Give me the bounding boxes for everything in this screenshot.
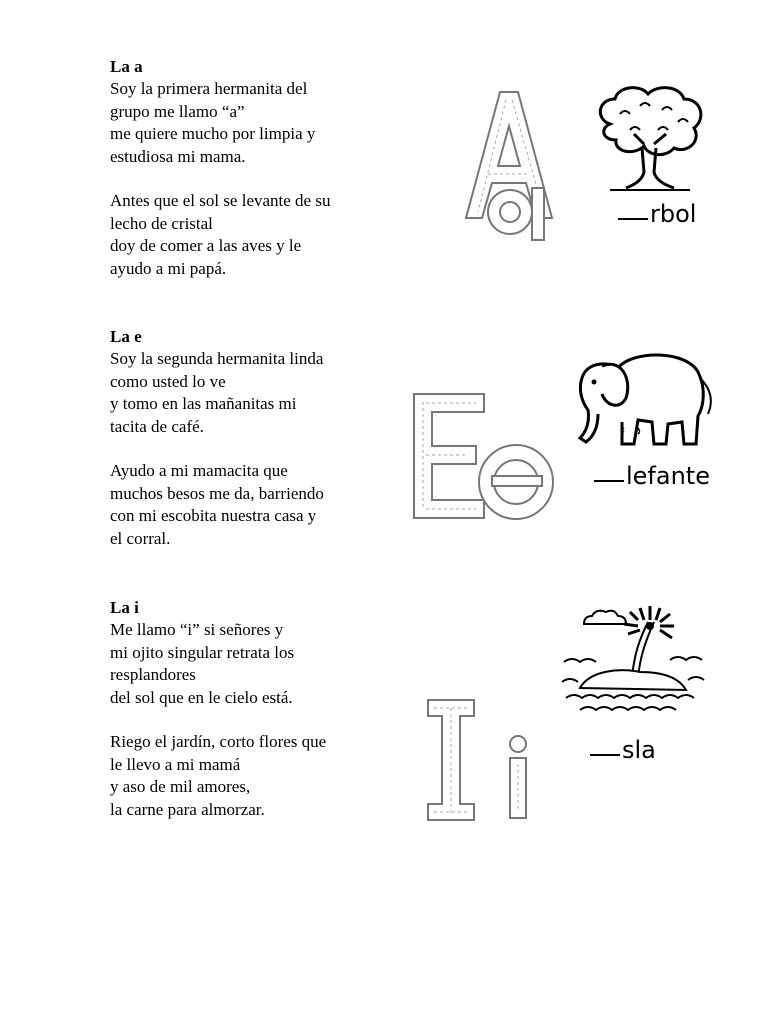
text-line: Soy la segunda hermanita linda [110,349,324,368]
word-arbol [618,200,696,228]
text-line: le llevo a mi mamá [110,754,241,774]
word-rest: lefante [626,462,710,490]
letter-i-tracing [418,696,538,826]
stanza-1 [110,348,400,438]
letter-a-tracing [448,88,558,248]
elephant-drawing [568,344,718,454]
text-line: Soy la primera hermanita del [110,79,308,98]
text-line: muchos besos me da, barriendo [110,483,324,503]
text-line: grupo me llamo “a” [110,101,245,121]
text-line: y aso de mil amores, [110,777,251,796]
text-line: doy de comer a las aves y le [110,236,302,255]
section-title: La i [110,598,139,617]
text-line: estudiosa mi mama. [110,146,246,166]
text-line: mi ojito singular retrata los [110,642,295,662]
section-a [110,56,400,280]
stanza-1 [110,78,400,168]
text-line: lecho de cristal [110,213,213,233]
text-line: Ayudo a mi mamacita que [110,461,288,480]
island-drawing [560,598,710,718]
text-line: tacita de café. [110,416,204,436]
text-line: del sol que en le cielo está. [110,687,293,707]
section-i [110,597,400,821]
section-e [110,326,400,550]
tree-drawing [590,84,710,194]
text-line: resplandores [110,665,196,684]
text-line: la carne para almorzar. [110,799,265,819]
missing-letter-blank [618,218,648,220]
word-rest: rbol [650,200,697,228]
text-line: Antes que el sol se levante de su [110,191,331,210]
missing-letter-blank [590,754,620,756]
stanza-2 [110,190,400,280]
text-line: me quiere mucho por limpia y [110,124,316,143]
text-line: Me llamo “i” si señores y [110,620,284,639]
word-elefante [594,462,710,490]
letter-e-tracing [410,390,560,525]
text-line: y tomo en las mañanitas mi [110,394,297,413]
stanza-2 [110,460,400,550]
stanza-1 [110,619,400,709]
text-line: Riego el jardín, corto flores que [110,732,327,751]
word-isla [590,736,656,764]
text-line: con mi escobita nuestra casa y [110,506,317,525]
text-line: ayudo a mi papá. [110,258,227,278]
text-line: el corral. [110,528,171,548]
section-title: La e [110,327,142,346]
word-rest: sla [622,736,656,764]
section-title: La a [110,57,143,76]
missing-letter-blank [594,480,624,482]
text-line: como usted lo ve [110,371,226,391]
stanza-2 [110,731,400,821]
